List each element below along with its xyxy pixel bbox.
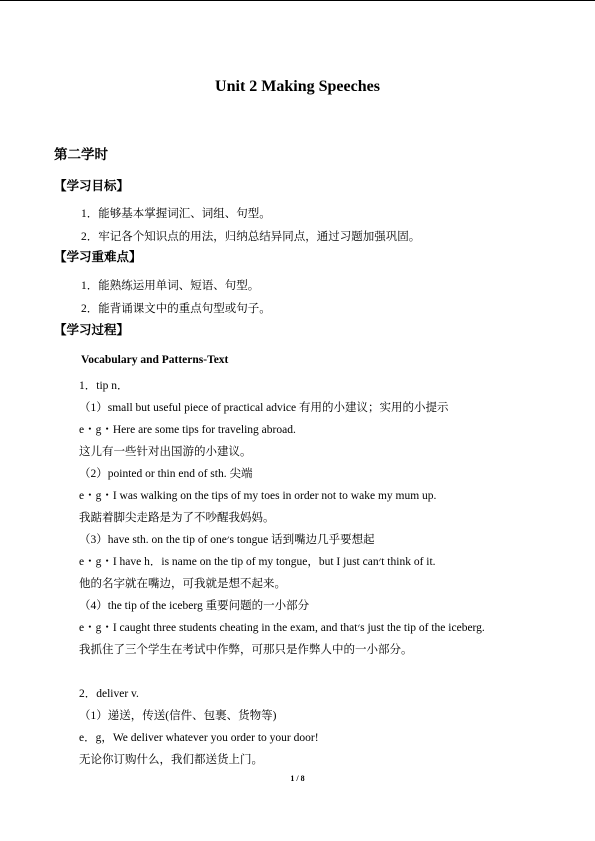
entry-line: e・g・Here are some tips for traveling abroad. bbox=[79, 424, 296, 436]
entry-line: （4）the tip of the iceberg 重要问题的一小部分 bbox=[79, 600, 310, 612]
entry-line: 这儿有一些针对出国游的小建议。 bbox=[79, 446, 252, 458]
entry-line: 我抓住了三个学生在考试中作弊，可那只是作弊人中的一小部分。 bbox=[79, 644, 413, 656]
vocab-heading: Vocabulary and Patterns-Text bbox=[81, 354, 229, 366]
entry-line: 我踮着脚尖走路是为了不吵醒我妈妈。 bbox=[79, 512, 275, 524]
goal-item: 2．牢记各个知识点的用法，归纳总结异同点，通过习题加强巩固。 bbox=[81, 231, 421, 243]
entry-line: 1．tip n． bbox=[79, 380, 129, 392]
entry-line: 2．deliver v. bbox=[79, 688, 139, 700]
keypoint-item: 2．能背诵课文中的重点句型或句子。 bbox=[81, 303, 271, 315]
entry-line: 他的名字就在嘴边，可我就是想不起来。 bbox=[79, 578, 286, 590]
process-heading: 【学习过程】 bbox=[54, 323, 130, 337]
entry-line: e・g・I caught three students cheating in the exam, and that׳s just the tip of the iceberg. bbox=[79, 622, 485, 634]
entry-line: （1）递送，传送(信件、包裹、货物等) bbox=[79, 710, 277, 722]
goals-heading: 【学习目标】 bbox=[54, 179, 130, 193]
period-heading: 第二学时 bbox=[54, 147, 108, 162]
top-rule bbox=[0, 0, 595, 1]
keypoint-item: 1．能熟练运用单词、短语、句型。 bbox=[81, 280, 260, 292]
page-number: 1 / 8 bbox=[290, 774, 305, 783]
page-title: Unit 2 Making Speeches bbox=[215, 78, 380, 95]
entry-line: e・g・I was walking on the tips of my toes in order not to wake my mum up. bbox=[79, 490, 437, 502]
goal-item: 1．能够基本掌握词汇、词组、句型。 bbox=[81, 208, 271, 220]
keypoints-heading: 【学习重难点】 bbox=[54, 250, 142, 264]
entry-line: 无论你订购什么，我们都送货上门。 bbox=[79, 754, 263, 766]
entry-line: e・g・I have h．is name on the tip of my tongue，but I just can׳t think of it. bbox=[79, 556, 436, 568]
entry-line: （2）pointed or thin end of sth. 尖端 bbox=[79, 468, 253, 480]
entry-line: e．g，We deliver whatever you order to your door! bbox=[79, 732, 319, 744]
entry-line: （1）small but useful piece of practical advice 有用的小建议；实用的小提示 bbox=[79, 402, 449, 414]
entry-line: （3）have sth. on the tip of one׳s tongue 话到嘴边几乎要想起 bbox=[79, 534, 375, 546]
